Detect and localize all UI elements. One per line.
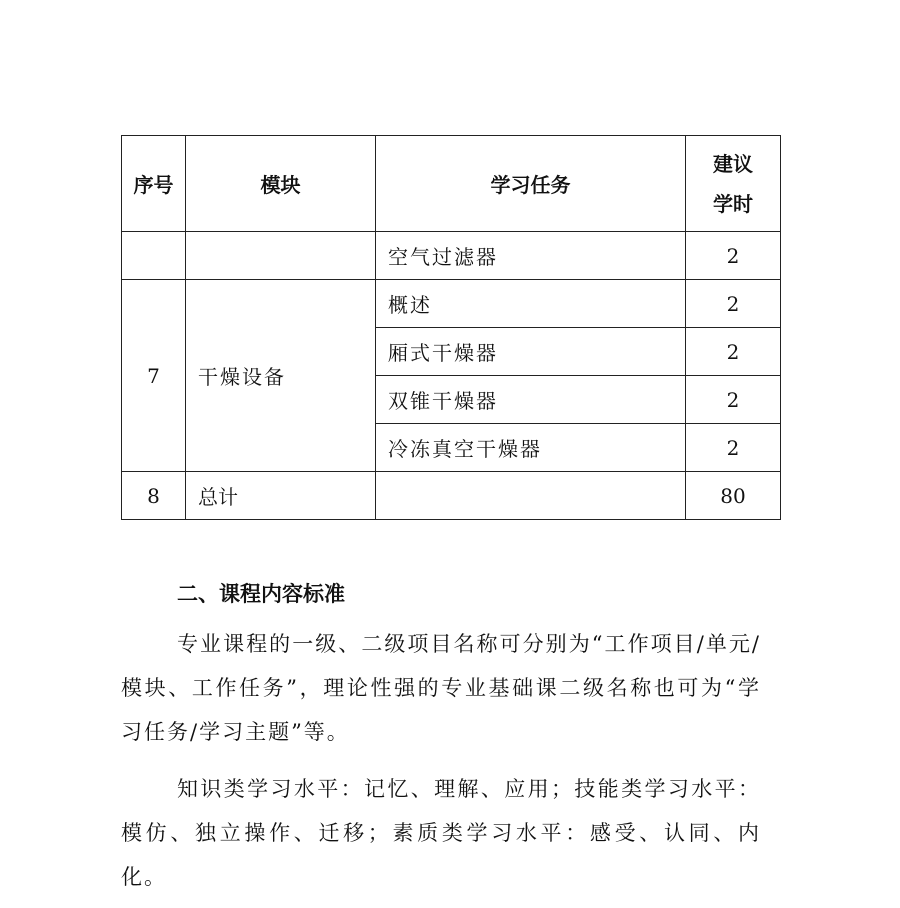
table-row [122, 232, 781, 280]
cell-hours: 2 [686, 328, 781, 376]
cell-hours: 2 [686, 376, 781, 424]
cell-number-empty [122, 232, 186, 280]
header-task: 学习任务 [376, 136, 686, 232]
module-name: 干燥设备 [198, 365, 286, 389]
cell-task: 概述 [376, 280, 686, 328]
cell-task-empty [376, 472, 686, 520]
header-hours-line1: 建议 [713, 151, 753, 176]
cell-total-label: 总计 [186, 472, 376, 520]
cell-hours: 2 [686, 232, 781, 280]
cell-number: 7 [122, 280, 186, 472]
header-module: 模块 [186, 136, 376, 232]
course-schedule-table [121, 135, 781, 520]
table-row [122, 280, 781, 328]
cell-module [186, 280, 376, 472]
cell-hours: 2 [686, 424, 781, 472]
cell-module-empty [186, 232, 376, 280]
table-header-row [122, 136, 781, 232]
cell-task: 冷冻真空干燥器 [376, 424, 686, 472]
cell-total-hours: 80 [686, 472, 781, 520]
section-heading: 二、课程内容标准 [177, 582, 345, 606]
header-hours-line2: 学时 [713, 191, 753, 216]
header-hours [686, 136, 781, 232]
paragraph-course-naming: 专业课程的一级、二级项目名称可分别为“工作项目/单元/模块、工作任务”，理论性强的专业基础课二级名称也可为“学习任务/学习主题”等。 [121, 632, 761, 744]
cell-task: 空气过滤器 [376, 232, 686, 280]
cell-hours: 2 [686, 280, 781, 328]
paragraph-learning-levels: 知识类学习水平：记忆、理解、应用；技能类学习水平：模仿、独立操作、迁移；素质类学习水平：感受、认同、内化。 [121, 777, 761, 889]
cell-task: 双锥干燥器 [376, 376, 686, 424]
cell-number: 8 [122, 472, 186, 520]
table-row-total [122, 472, 781, 520]
cell-task: 厢式干燥器 [376, 328, 686, 376]
header-number: 序号 [122, 136, 186, 232]
